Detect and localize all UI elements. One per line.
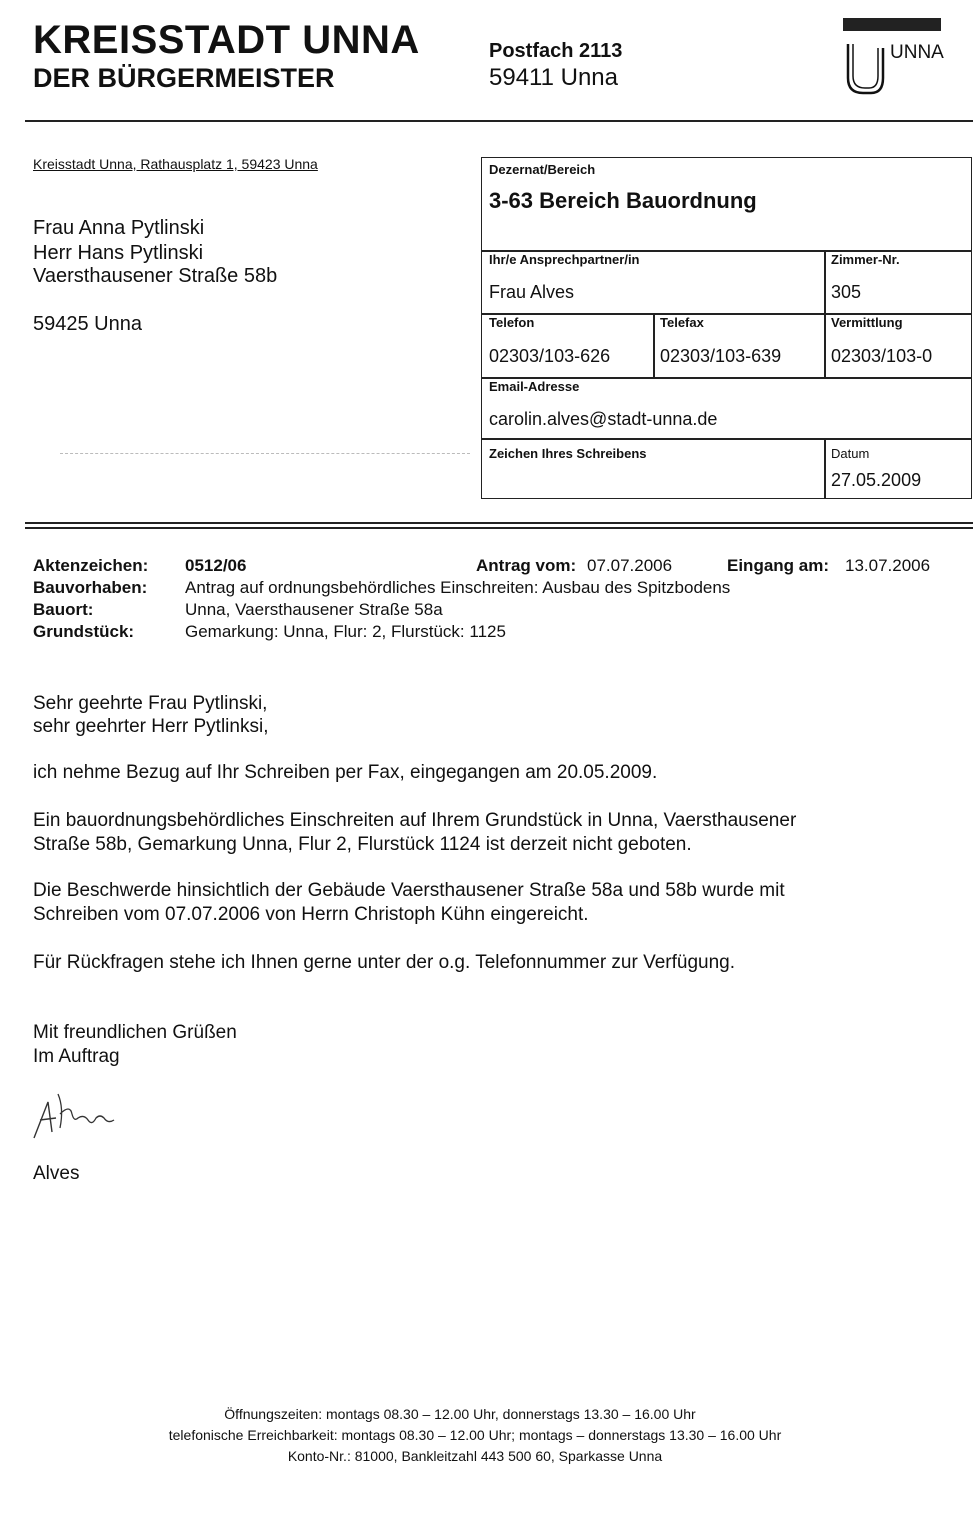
contact-value: Frau Alves <box>489 282 575 302</box>
footer-phone-hours: telefonische Erreichbarkeit: montags 08.30 – 12.00 Uhr; montags – donnerstags 13.30 – 16.00 Uhr <box>168 1427 782 1443</box>
paragraph-3-line-1: Die Beschwerde hinsichtlich der Gebäude Vaersthausener Straße 58a und 58b wurde mit <box>33 880 785 901</box>
room-label: Zimmer-Nr. <box>831 252 900 267</box>
request-label: Antrag vom: <box>476 556 577 575</box>
project-value: Antrag auf ordnungsbehördliches Einschreiten: Ausbau des Spitzbodens <box>185 578 731 597</box>
email-value: carolin.alves@stadt-unna.de <box>489 409 718 429</box>
recipient-line-3: Vaersthausener Straße 58b <box>33 265 278 287</box>
dept-value: 3-63 Bereich Bauordnung <box>489 188 757 213</box>
salutation-2: sehr geehrter Herr Pytlinksi, <box>33 716 269 737</box>
site-label: Bauort: <box>33 600 94 619</box>
dept-label: Dezernat/Bereich <box>489 162 596 177</box>
handwritten-signature <box>30 1088 130 1144</box>
header-rule <box>25 120 973 122</box>
paragraph-3-line-2: Schreiben vom 07.07.2006 von Herrn Christoph Kühn eingereicht. <box>33 904 589 925</box>
fax-label: Telefax <box>660 315 704 330</box>
letterhead-city: KREISSTADT UNNA <box>33 18 420 62</box>
plot-label: Grundstück: <box>33 622 135 641</box>
scan-dots <box>60 453 470 454</box>
request-value: 07.07.2006 <box>587 556 673 575</box>
sender-line: Kreisstadt Unna, Rathausplatz 1, 59423 Unna <box>33 156 318 172</box>
recipient-line-4: 59425 Unna <box>33 313 142 335</box>
recipient-line-1: Frau Anna Pytlinski <box>33 217 205 239</box>
signature-icon <box>30 1088 130 1144</box>
room-value: 305 <box>831 282 862 302</box>
city-logo <box>843 18 943 98</box>
postcode-city: 59411 Unna <box>489 64 618 91</box>
paragraph-2-line-1: Ein bauordnungsbehördliches Einschreiten auf Ihrem Grundstück in Unna, Vaersthausener <box>33 810 797 831</box>
info-box <box>481 157 972 499</box>
signer-name: Alves <box>33 1163 80 1184</box>
your-ref-label: Zeichen Ihres Schreibens <box>489 446 647 461</box>
received-label: Eingang am: <box>727 556 830 575</box>
site-value: Unna, Vaersthausener Straße 58a <box>185 600 443 619</box>
file-label: Aktenzeichen: <box>33 556 149 575</box>
project-label: Bauvorhaben: <box>33 578 148 597</box>
closing-2: Im Auftrag <box>33 1046 120 1067</box>
plot-value: Gemarkung: Unna, Flur: 2, Flurstück: 1125 <box>185 622 506 641</box>
postbox: Postfach 2113 <box>489 40 623 62</box>
recipient-line-2: Herr Hans Pytlinski <box>33 242 204 264</box>
divider <box>653 313 655 377</box>
contact-label: Ihr/e Ansprechpartner/in <box>489 252 640 267</box>
date-value: 27.05.2009 <box>831 470 922 490</box>
info-rule <box>25 527 973 529</box>
letterhead-office: DER BÜRGERMEISTER <box>33 63 335 93</box>
logo-text: UNNA <box>890 42 944 63</box>
salutation-1: Sehr geehrte Frau Pytlinski, <box>33 693 268 714</box>
phone-label: Telefon <box>489 315 535 330</box>
switchboard-value: 02303/103-0 <box>831 346 933 366</box>
switchboard-label: Vermittlung <box>831 315 903 330</box>
date-label: Datum <box>831 446 870 461</box>
closing-1: Mit freundlichen Grüßen <box>33 1022 237 1043</box>
paragraph-4: Für Rückfragen stehe ich Ihnen gerne unter der o.g. Telefonnummer zur Verfügung. <box>33 952 736 973</box>
footer-hours: Öffnungszeiten: montags 08.30 – 12.00 Uhr, donnerstags 13.30 – 16.00 Uhr <box>224 1406 696 1422</box>
divider <box>482 438 971 440</box>
paragraph-1: ich nehme Bezug auf Ihr Schreiben per Fax, eingegangen am 20.05.2009. <box>33 762 658 783</box>
file-value: 0512/06 <box>185 556 247 575</box>
fax-value: 02303/103-639 <box>660 346 782 366</box>
paragraph-2-line-2: Straße 58b, Gemarkung Unna, Flur 2, Flurstück 1124 ist derzeit nicht geboten. <box>33 834 692 855</box>
email-label: Email-Adresse <box>489 379 580 394</box>
divider <box>824 438 826 498</box>
footer-bank: Konto-Nr.: 81000, Bankleitzahl 443 500 60, Sparkasse Unna <box>287 1448 663 1464</box>
received-value: 13.07.2006 <box>845 556 931 575</box>
phone-value: 02303/103-626 <box>489 346 611 366</box>
info-rule <box>25 522 973 524</box>
